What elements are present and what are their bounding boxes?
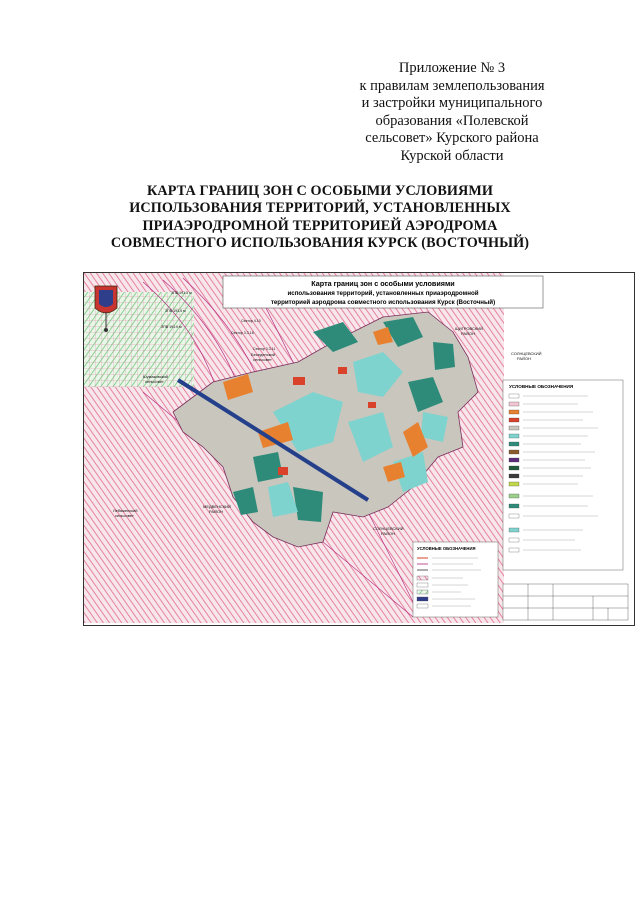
appendix-line: сельсовет» Курского района [365, 130, 539, 147]
svg-text:Беседенскийсельсовет: Беседенский сельсовет [251, 352, 275, 362]
title-line: СОВМЕСТНОГО ИСПОЛЬЗОВАНИЯ КУРСК (ВОСТОЧНЫЙ) [110, 235, 530, 252]
map-header-line: территорией аэродрома совместного использования Курск (Восточный) [270, 299, 496, 306]
svg-text:Сектор 3.3.11: Сектор 3.3.11 [253, 347, 276, 351]
appendix-line: Курской области [400, 147, 504, 164]
appendix-line: образования «Полевской [375, 112, 529, 129]
svg-text:МЕДВЕНСКИЙРАЙОН: МЕДВЕНСКИЙ РАЙОН [203, 504, 231, 514]
appendix-line: и застройки муниципального [361, 95, 543, 112]
zone-map [83, 272, 635, 626]
svg-text:ЗПВ 193.5 м: ЗПВ 193.5 м [165, 309, 186, 313]
map-header-line: использования территорий, установленных приаэродромной [287, 290, 479, 297]
title-line: КАРТА ГРАНИЦ ЗОН С ОСОБЫМИ УСЛОВИЯМИ [146, 183, 494, 199]
svg-text:ЗПВ 191.0 м: ЗПВ 191.0 м [161, 325, 182, 329]
appendix-line: к правилам землепользования [359, 77, 545, 94]
appendix-line: Приложение № 3 [398, 60, 506, 76]
svg-text:СОЛНЦЕВСКИЙРАЙОН: СОЛНЦЕВСКИЙ РАЙОН [511, 351, 542, 361]
legend-right [503, 380, 623, 570]
svg-text:УСЛОВНЫЕ ОБОЗНАЧЕНИЯ: УСЛОВНЫЕ ОБОЗНАЧЕНИЯ [417, 546, 476, 551]
svg-text:УСЛОВНЫЕ ОБОЗНАЧЕНИЯ: УСЛОВНЫЕ ОБОЗНАЧЕНИЯ [509, 384, 574, 389]
appendix-note [322, 60, 582, 166]
legend-left [413, 542, 498, 617]
zone-map-svg [83, 272, 635, 626]
map-header-line: Карта границ зон с особыми условиями [311, 279, 455, 288]
document-title [60, 183, 580, 253]
svg-text:Сектор 3.3.16: Сектор 3.3.16 [231, 331, 254, 335]
svg-text:СОЛНЦЕВСКИЙРАЙОН: СОЛНЦЕВСКИЙ РАЙОН [373, 526, 404, 536]
svg-text:Сектор 4.10: Сектор 4.10 [241, 319, 261, 323]
title-line: ПРИАЭРОДРОМНОЙ ТЕРРИТОРИЕЙ АЭРОДРОМА [142, 217, 498, 234]
title-line: ИСПОЛЬЗОВАНИЯ ТЕРРИТОРИЙ, УСТАНОВЛЕННЫХ [129, 200, 511, 217]
svg-text:Лебяженскийсельсовет: Лебяженский сельсовет [113, 508, 138, 518]
title-block [503, 584, 628, 620]
svg-text:ЩИГРОВСКИЙРАЙОН: ЩИГРОВСКИЙ РАЙОН [455, 326, 483, 336]
svg-text:ЗПВ 191.5 м: ЗПВ 191.5 м [171, 291, 192, 295]
svg-text:Шумаковскийсельсовет: Шумаковский сельсовет [143, 374, 168, 384]
